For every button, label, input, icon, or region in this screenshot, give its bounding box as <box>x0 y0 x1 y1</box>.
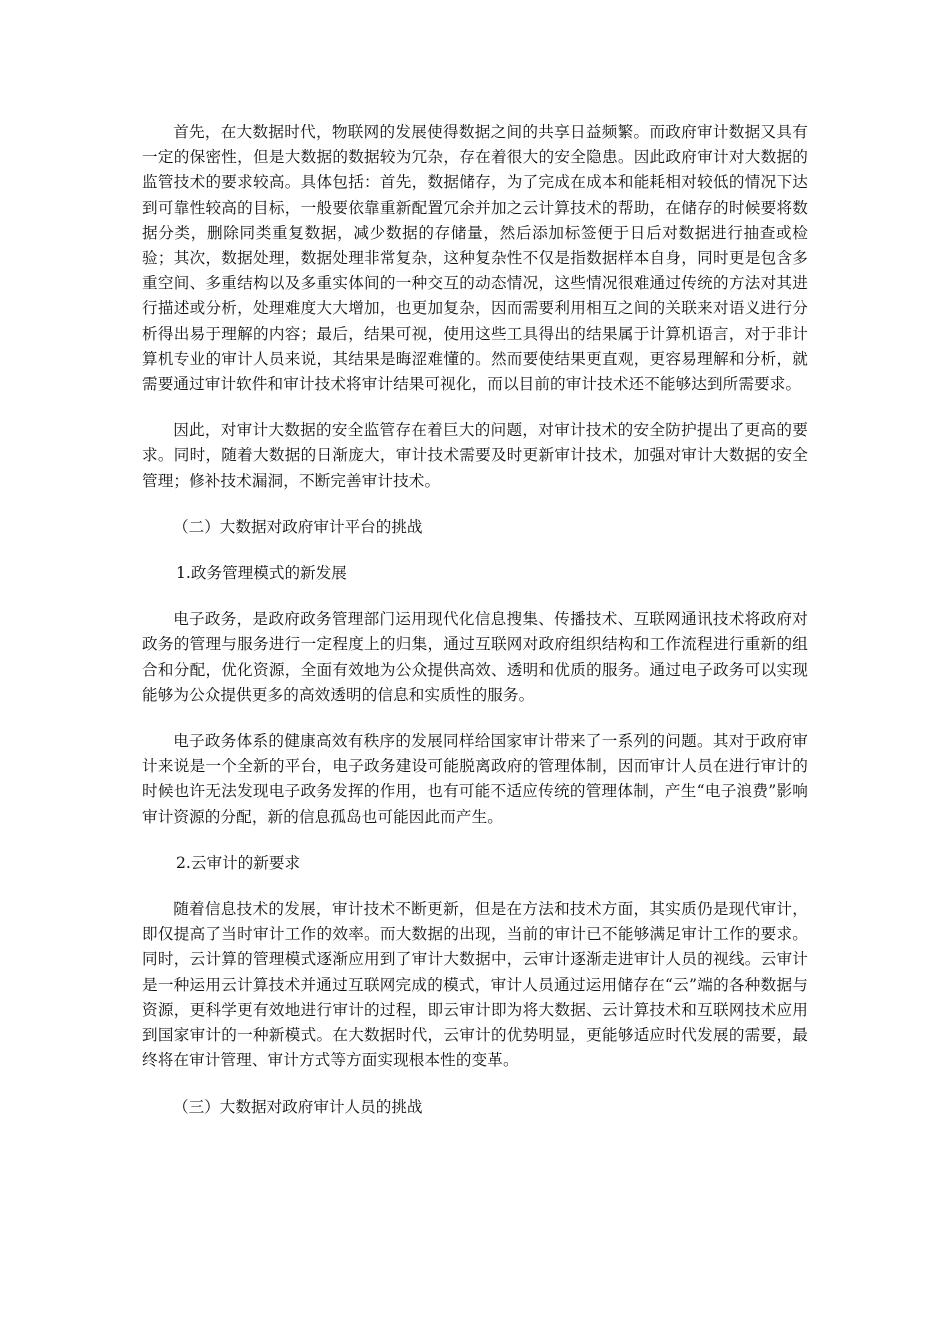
paragraph-data-security: 首先，在大数据时代，物联网的发展使得数据之间的共享日益频繁。而政府审计数据又具有一定的保密性，但是大数据的数据较为冗杂，存在着很大的安全隐患。因此政府审计对大数据的监管技术的要求较高。具体包括：首先，数据储存，为了完成在成本和能耗相对较低的情况下达到可靠性较高的目标，一般要依靠重新配置冗余并加之云计算技术的帮助，在储存的时候要将数据分类，删除同类重复数据，减少数据的存储量，然后添加标签便于日后对数据进行抽查或检验；其次，数据处理，数据处理非常复杂，这种复杂性不仅是指数据样本自身，同时更是包含多重空间、多重结构以及多重实体间的一种交互的动态情况，这些情况很难通过传统的方法对其进行描述或分析，处理难度大大增加，也更加复杂，因而需要利用相互之间的关联来对语义进行分析得出易于理解的内容；最后，结果可视，使用这些工具得出的结果属于计算机语言，对于非计算机专业的审计人员来说，其结果是晦涩难懂的。然而要使结果更直观，更容易理解和分析，就需要通过审计软件和审计技术将审计结果可视化，而以目前的审计技术还不能够达到所需要求。 <box>142 123 808 394</box>
paragraph-egov-definition: 电子政务，是政府政务管理部门运用现代化信息搜集、传播技术、互联网通讯技术将政府对政务的管理与服务进行一定程度上的归集，通过互联网对政府组织结构和工作流程进行重新的组合和分配，优化资源，全面有效地为公众提供高效、透明和优质的服务。通过电子政务可以实现能够为公众提供更多的高效透明的信息和实质性的服务。 <box>142 610 808 704</box>
section-heading-personnel-challenge: （三）大数据对政府审计人员的挑战 <box>173 1097 423 1116</box>
paragraph-egov-problems: 电子政务体系的健康高效有秩序的发展同样给国家审计带来了一系列的问题。其对于政府审计来说是一个全新的平台，电子政务建设可能脱离政府的管理体制，因而审计人员在进行审计的时候也许无法发现电子政务发挥的作用，也有可能不适应传统的管理体制，产生“电子浪费”影响审计资源的分配，新的信息孤岛也可能因此而产生。 <box>142 732 808 826</box>
subheading-cloud-audit: 2.云审计的新要求 <box>176 853 301 872</box>
document-body <box>142 120 808 1141</box>
paragraph-cloud-audit: 随着信息技术的发展，审计技术不断更新，但是在方法和技术方面，其实质仍是现代审计，即仅提高了当时审计工作的效率。而大数据的出现，当前的审计已不能够满足审计工作的要求。同时，云计算的管理模式逐渐应用到了审计大数据中，云审计逐渐走进审计人员的视线。云审计是一种运用云计算技术并通过互联网完成的模式，审计人员通过运用储存在“云”端的各种数据与资源，更科学更有效地进行审计的过程，即云审计即为将大数据、云计算技术和互联网技术应用到国家审计的一种新模式。在大数据时代，云审计的优势明显，更能够适应时代发展的需要，最终将在审计管理、审计方式等方面实现根本性的变革。 <box>142 900 808 1070</box>
paragraph-security-conclusion: 因此，对审计大数据的安全监管存在着巨大的问题，对审计技术的安全防护提出了更高的要求。同时，随着大数据的日渐庞大，审计技术需要及时更新审计技术，加强对审计大数据的安全管理；修补技术漏洞，不断完善审计技术。 <box>142 421 808 490</box>
subheading-egov-mode: 1.政务管理模式的新发展 <box>176 564 347 583</box>
section-heading-platform-challenge: （二）大数据对政府审计平台的挑战 <box>173 517 423 536</box>
